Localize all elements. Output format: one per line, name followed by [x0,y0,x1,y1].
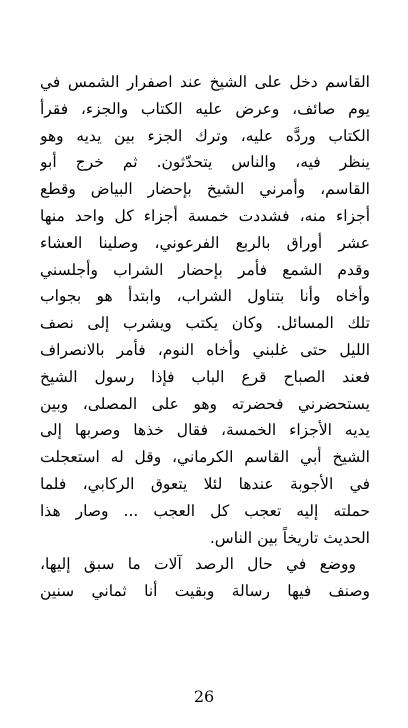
text-line: ينظر فيه، والناس يتحدّثون. ثم خرج أبو [40,153,370,172]
text-line: وقدم الشمع فأمر بإحضار الشراب وأجلسني [40,260,370,279]
text-line: الحديث تاريخاً بين الناس. [209,528,370,547]
text-line: الليل حتى غلبني وأخاه النوم، فأمر بالانصراف [40,340,370,359]
text-line: يستحضرني فحضرته وهو على المصلى، وبين [40,394,370,413]
text-line: القاسم، وأمرني الشيخ بإحضار البياض وقطع [40,180,370,199]
text-line: في الأجوبة عندها لئلا يتعوق الركابي، فلما [40,474,370,493]
body-text [40,69,370,605]
text-line: الكتاب وردَّه عليه، وترك الجزء بين يديه وهو [40,126,370,145]
text-line: يديه الأجزاء الخمسة، فقال خذها وصربها إلى [40,421,370,440]
text-line: الشيخ أبي القاسم الكرماني، وقل له استعجلت [40,448,370,467]
text-line: عشر أوراق بالربع الفرعوني، وصلينا العشاء [40,233,370,252]
text-line: فعند الصباح قرع الباب فإذا رسول الشيخ [40,367,370,386]
text-line: ووضع في حال الرصد آلات ما سبق إليها، [40,555,356,574]
page-number: 26 [193,687,215,706]
paragraph-2 [40,551,370,605]
text-line: حملته إليه تعجب كل العجب ... وصار هذا [40,501,370,520]
text-line: القاسم دخل على الشيخ عند اصفرار الشمس في [40,73,370,91]
text-line: أجزاء منه، فشددت خمسة أجزاء كل واحد منها [40,206,370,225]
paragraph-1 [40,69,370,551]
text-line: تلك المسائل. وكان يكتب ويشرب إلى نصف [40,314,370,333]
text-line: وأخاه وأنا بتناول الشراب، وابتدأ هو بجواب [40,287,370,306]
text-line: وصنف فيها رسالة وبقيت أنا ثماني سنين [40,582,370,601]
text-line: يوم صائف، وعرض عليه الكتاب والجزء، فقرأ [40,99,370,118]
